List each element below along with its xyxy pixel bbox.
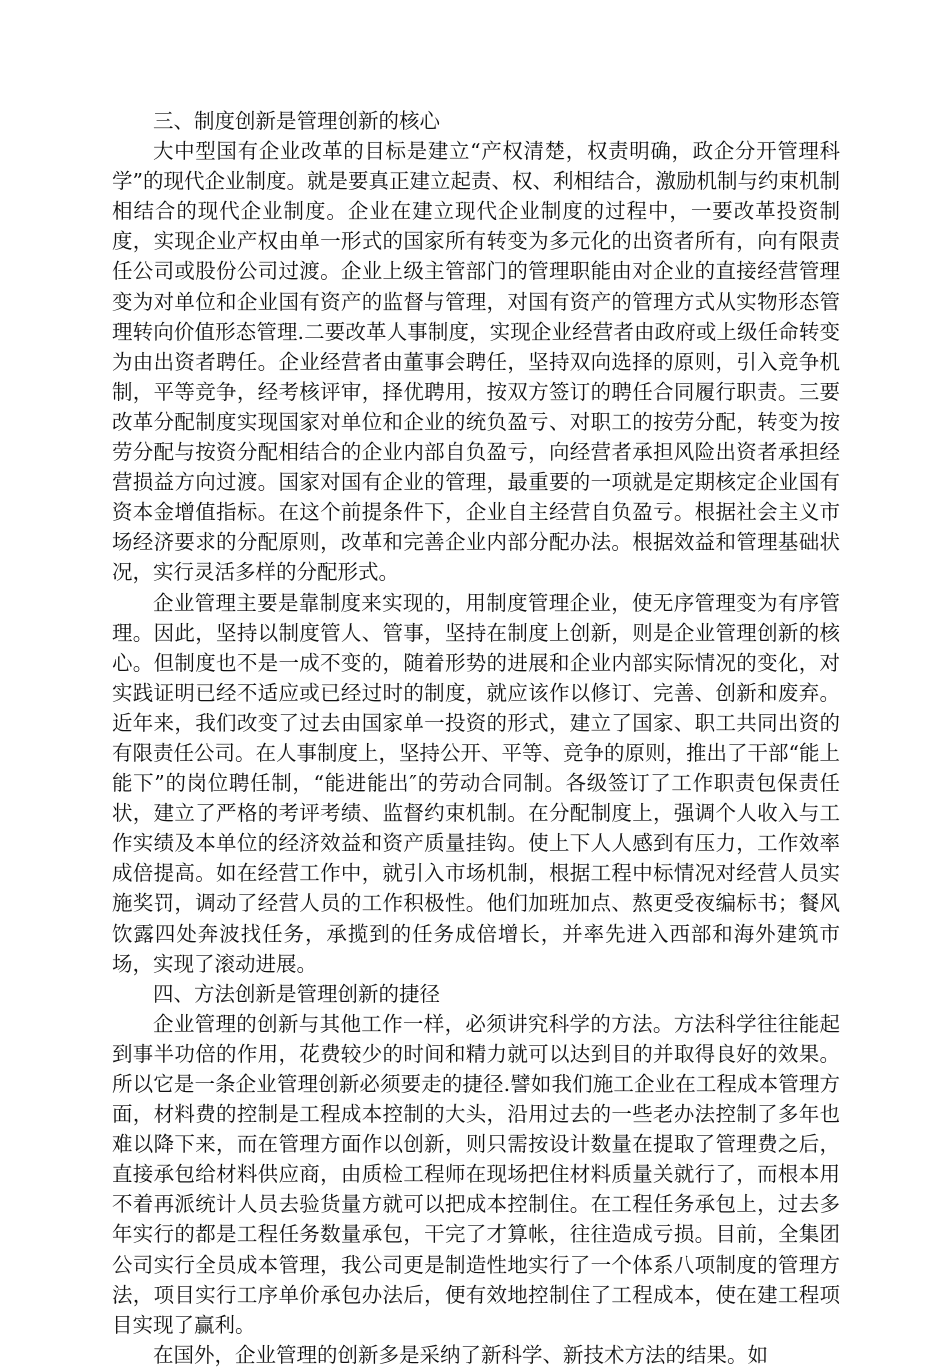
section-heading: 三、制度创新是管理创新的核心 (153, 109, 440, 133)
section-heading: 四、方法创新是管理创新的捷径 (153, 981, 440, 1006)
paragraph: 企业管理主要是靠制度来实现的，用制度管理企业，使无序管理变为有序管理。因此，坚持以制度管人、管事，坚持在制度上创新，则是企业管理创新的核心。但制度也不是一成不变的，随着形势的进展和企业内部实际情况的变化，对实践证明已经不适应或已经过时的制度，就应该作以修订、完善、创新和废弃。近年来，我们改变了过去由国家单一投资的形式，建立了国家、职工共同出资的有限责任公司。在人事制度上，坚持公开、平等、竞争的原则，推出了干部“能上能下”的岗位聘任制，“能进能出″的劳动合同制。各级签订了工作职责包保责任状，建立了严格的考评考绩、监督约束机制。在分配制度上，强调个人收入与工作实绩及本单位的经济效益和资产质量挂钩。使上下人人感到有压力，工作效率成倍提高。如在经营工作中，就引入市场机制，根据工程中标情况对经营人员实施奖罚，调动了经营人员的工作积极性。他们加班加点、熬更受夜编标书；餐风饮露四处奔波找任务，承揽到的任务成倍增长，并率先进入西部和海外建筑市场，实现了滚动进展。 (112, 590, 840, 976)
paragraph: 企业管理的创新与其他工作一样，必须讲究科学的方法。方法科学往往能起到事半功倍的作用，花费较少的时间和精力就可以达到目的并取得良好的效果。所以它是一条企业管理创新必须要走的捷径.譬如我们施工企业在工程成本管理方面，材料费的控制是工程成本控制的大头，沿用过去的一些老办法控制了多年也难以降下来，而在管理方面作以创新，则只需按设计数量在提取了管理费之后，直接承包给材料供应商，由质检工程师在现场把住材料质量关就行了，而根本用不着再派统计人员去验货量方就可以把成本控制住。在工程任务承包上，过去多年实行的都是工程任务数量承包，干完了才算帐，往往造成亏损。目前，全集团公司实行全员成本管理，我公司更是制造性地实行了一个体系八项制度的管理方法，项目实行工序单价承包办法后，便有效地控制住了工程成本，使在建工程项目实现了赢利。 (112, 1011, 840, 1337)
document-body (112, 106, 840, 1370)
paragraph: 大中型国有企业改革的目标是建立“产权清楚，权责明确，政企分开管理科学”的现代企业制度。就是要真正建立起责、权、利相结合，激励机制与约束机制相结合的现代企业制度。企业在建立现代企业制度的过程中，一要改革投资制度，实现企业产权由单一形式的国家所有转变为多元化的出资者所有，向有限责任公司或股份公司过渡。企业上级主管部门的管理职能由对企业的直接经营管理变为对单位和企业国有资产的监督与管理，对国有资产的管理方式从实物形态管理转向价值形态管理.二要改革人事制度，实现企业经营者由政府或上级任命转变为由出资者聘任。企业经营者由董事会聘任，坚持双向选择的原则，引入竞争机制，平等竞争，经考核评审，择优聘用，按双方签订的聘任合同履行职责。三要改革分配制度实现国家对单位和企业的统负盈亏、对职工的按劳分配，转变为按劳分配与按资分配相结合的企业内部自负盈亏，向经营者承担风险出资者承担经营损益方向过渡。国家对国有企业的管理，最重要的一项就是定期核定企业国有资本金增值指标。在这个前提条件下，企业自主经营自负盈亏。根据社会主义市场经济要求的分配原则，改革和完善企业内部分配办法。根据效益和管理基础状况，实行灵活多样的分配形式。 (112, 139, 840, 585)
paragraph: 在国外，企业管理的创新多是采纳了新科学、新技术方法的结果。如 (153, 1342, 768, 1367)
